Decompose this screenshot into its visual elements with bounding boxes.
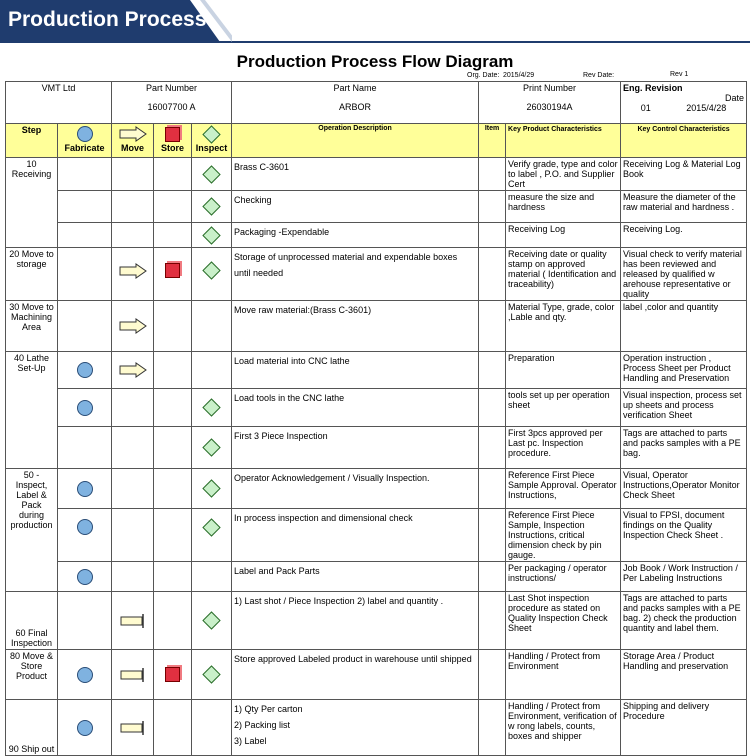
fabricate-symbol-cell [58,650,112,700]
step-cell: 50 -Inspect, Label & Pack during production [6,469,58,592]
operation-description: Label and Pack Parts [232,562,479,592]
circle-icon [77,720,93,736]
org-date-label: Org. Date: [467,72,500,79]
operation-description: 1) Qty Per carton 2) Packing list 3) Label [232,700,479,756]
step-cell: 60 Final Inspection [6,592,58,650]
process-row [6,223,747,248]
col-key-product: Key Product Characteristics [506,124,621,158]
document-title: Production Process Flow Diagram [236,52,514,71]
print-number: 26030194A [526,102,573,112]
move-symbol-cell [112,650,154,700]
key-control-characteristic: Measure the diameter of the raw material and hardness . [621,191,747,223]
key-control-characteristic: Job Book / Work Instruction / Per Labeling Instructions [621,562,747,592]
key-control-characteristic: Visual to FPSI, document findings on the Quality Inspection Check Sheet . [621,509,747,562]
inspect-symbol-cell [192,469,232,509]
inspect-symbol-cell [192,248,232,301]
inspect-symbol-cell [192,427,232,469]
key-product-characteristic: measure the size and hardness [506,191,621,223]
operation-description: Packaging -Expendable [232,223,479,248]
key-product-characteristic: Handling / Protect from Environment [506,650,621,700]
item-cell [479,592,506,650]
page-banner [0,0,750,43]
fabricate-symbol-cell [58,562,112,592]
process-row [6,509,747,562]
inspect-symbol-cell [192,223,232,248]
key-control-characteristic: Receiving Log & Material Log Book [621,158,747,191]
fabricate-symbol-cell [58,301,112,352]
key-control-characteristic: Visual inspection, process set up sheets and process verification Sheet [621,389,747,427]
fabricate-symbol-cell [58,223,112,248]
org-date: 2015/4/29 [503,72,535,79]
diamond-icon [202,518,220,536]
key-product-characteristic: Receiving Log [506,223,621,248]
key-control-characteristic: Visual, Operator Instructions,Operator Monitor Check Sheet [621,469,747,509]
eng-revision-cell [621,82,747,124]
operation-description: Store approved Labeled product in warehouse until shipped [232,650,479,700]
inspection-bar-icon [120,614,146,628]
store-symbol-cell [154,191,192,223]
fabricate-symbol-cell [58,469,112,509]
company-name: VMT Ltd [41,83,76,93]
key-control-characteristic: label ,color and quantity [621,301,747,352]
step-cell: 30 Move to Machining Area [6,301,58,352]
store-symbol-cell [154,700,192,756]
process-row [6,301,747,352]
part-name-cell [232,82,479,124]
item-cell [479,191,506,223]
col-step: Step [6,124,58,158]
process-row [6,592,747,650]
store-symbol-cell [154,389,192,427]
key-product-characteristic: Receiving date or quality stamp on approved material ( Identification and traceability) [506,248,621,301]
fabricate-symbol-cell [58,191,112,223]
store-symbol-cell [154,427,192,469]
item-cell [479,509,506,562]
key-control-characteristic: Storage Area / Product Handling and preservation [621,650,747,700]
fabricate-symbol-cell [58,158,112,191]
key-control-characteristic: Tags are attached to parts and packs samples with a PE bag. 2) check the production quantity and label them. [621,592,747,650]
operation-description: In process inspection and dimensional check [232,509,479,562]
key-product-characteristic: tools set up per operation sheet [506,389,621,427]
col-store: Store [154,124,192,158]
move-symbol-cell [112,700,154,756]
key-control-characteristic: Visual check to verify material has been reviewed and released by qualified w arehouse representative or quality [621,248,747,301]
inspect-symbol-cell [192,700,232,756]
circle-icon [77,362,93,378]
circle-icon [77,569,93,585]
fabricate-symbol-cell [58,352,112,389]
company-cell [6,82,112,124]
inspect-symbol-cell [192,509,232,562]
banner-title: Production Process [8,8,207,31]
cube-icon [165,263,180,278]
arrow-icon [119,362,147,378]
process-row [6,158,747,191]
diamond-icon [202,611,220,629]
diamond-icon [202,665,220,683]
inspect-symbol-cell [192,562,232,592]
key-product-characteristic: Per packaging / operator instructions/ [506,562,621,592]
part-number-cell [112,82,232,124]
diamond-icon [202,197,220,215]
move-symbol-cell [112,191,154,223]
operation-description: Storage of unprocessed material and expendable boxes until needed [232,248,479,301]
date-label: Date [725,93,745,103]
eng-revision: 01 [640,103,651,113]
move-symbol-cell [112,158,154,191]
diamond-icon [202,165,220,183]
inspect-symbol-cell [192,389,232,427]
operation-description: Checking [232,191,479,223]
store-symbol-cell [154,592,192,650]
print-number-cell [479,82,621,124]
part-name-label: Part Name [333,83,377,93]
diamond-icon [202,479,220,497]
inspect-symbol-cell [192,191,232,223]
inspect-symbol-cell [192,592,232,650]
move-symbol-cell [112,248,154,301]
operation-description: Load tools in the CNC lathe [232,389,479,427]
item-cell [479,301,506,352]
key-control-characteristic: Tags are attached to parts and packs samples with a PE bag. [621,427,747,469]
part-name: ARBOR [339,102,372,112]
move-symbol-cell [112,509,154,562]
diamond-icon [202,398,220,416]
operation-description: Brass C-3601 [232,158,479,191]
store-symbol-cell [154,509,192,562]
store-symbol-cell [154,301,192,352]
move-symbol-cell [112,223,154,248]
eng-revision-label: Eng. Revision [623,83,683,93]
process-row [6,427,747,469]
circle-icon [77,667,93,683]
part-number: 16007700 A [147,102,196,112]
circle-icon [77,126,93,142]
move-symbol-cell [112,389,154,427]
arrow-icon [119,263,147,279]
arrow-icon [119,318,147,334]
step-cell: 40 Lathe Set-Up [6,352,58,469]
process-row [6,191,747,223]
inspect-symbol-cell [192,158,232,191]
key-product-characteristic: Handling / Protect from Environment, verification of w rong labels, counts, boxes and shipper [506,700,621,756]
revision-date: 2015/4/28 [686,103,727,113]
key-control-characteristic: Receiving Log. [621,223,747,248]
cube-icon [165,127,180,142]
step-cell: 80 Move & Store Product [6,650,58,700]
col-inspect: Inspect [192,124,232,158]
process-row [6,650,747,700]
inspect-symbol-cell [192,301,232,352]
move-symbol-cell [112,469,154,509]
store-symbol-cell [154,352,192,389]
store-symbol-cell [154,562,192,592]
operation-description: Move raw material:(Brass C-3601) [232,301,479,352]
fabricate-symbol-cell [58,509,112,562]
circle-icon [77,481,93,497]
fabricate-symbol-cell [58,700,112,756]
move-symbol-cell [112,562,154,592]
key-product-characteristic: Verify grade, type and color to label , P.O. and Supplier Cert [506,158,621,191]
key-product-characteristic: Reference First Piece Sample Approval. Operator Instructions, [506,469,621,509]
item-cell [479,248,506,301]
item-cell [479,158,506,191]
item-cell [479,650,506,700]
fabricate-symbol-cell [58,248,112,301]
key-product-characteristic: Reference First Piece Sample, Inspection Instructions, critical dimension check by pin gauge. [506,509,621,562]
item-cell [479,562,506,592]
fabricate-symbol-cell [58,592,112,650]
store-symbol-cell [154,223,192,248]
col-operation: Operation Description [232,124,479,158]
operation-description: 1) Last shot / Piece Inspection 2) label and quantity . [232,592,479,650]
key-product-characteristic: Last Shot inspection procedure as stated on Quality Inspection Check Sheet [506,592,621,650]
key-product-characteristic: Material Type, grade, color ,Lable and qty. [506,301,621,352]
item-cell [479,427,506,469]
col-move: Move [112,124,154,158]
move-symbol-cell [112,352,154,389]
item-cell [479,389,506,427]
col-key-control: Key Control Characteristics [621,124,747,158]
key-control-characteristic: Operation instruction , Process Sheet per Product Handling and Preservation [621,352,747,389]
item-cell [479,469,506,509]
process-row [6,562,747,592]
arrow-icon [119,126,147,142]
diamond-icon [202,125,220,143]
item-cell [479,352,506,389]
diamond-icon [202,261,220,279]
circle-icon [77,519,93,535]
operation-description: Load material into CNC lathe [232,352,479,389]
process-row [6,700,747,756]
operation-description: Operator Acknowledgement / Visually Inspection. [232,469,479,509]
process-row [6,389,747,427]
key-control-characteristic: Shipping and delivery Procedure [621,700,747,756]
rev-date-label: Rev Date: [583,72,615,79]
process-row [6,469,747,509]
inspection-bar-icon [120,721,146,735]
item-cell [479,700,506,756]
diamond-icon [202,226,220,244]
store-symbol-cell [154,158,192,191]
fabricate-symbol-cell [58,389,112,427]
item-cell [479,223,506,248]
inspection-bar-icon [120,668,146,682]
store-symbol-cell [154,248,192,301]
operation-description: First 3 Piece Inspection [232,427,479,469]
step-cell: 90 Ship out [6,700,58,756]
key-product-characteristic: Preparation [506,352,621,389]
process-row [6,248,747,301]
circle-icon [77,400,93,416]
fabricate-symbol-cell [58,427,112,469]
cube-icon [165,667,180,682]
rev-label: Rev 1 [670,71,689,78]
print-number-label: Print Number [523,83,577,93]
inspect-symbol-cell [192,352,232,389]
move-symbol-cell [112,427,154,469]
process-row [6,352,747,389]
col-item: Item [479,124,506,158]
store-symbol-cell [154,469,192,509]
process-flow-table [5,81,747,756]
diamond-icon [202,438,220,456]
step-cell: 20 Move to storage [6,248,58,301]
col-fabricate: Fabricate [58,124,112,158]
step-cell: 10 Receiving [6,158,58,248]
move-symbol-cell [112,592,154,650]
store-symbol-cell [154,650,192,700]
key-product-characteristic: First 3pcs approved per Last pc. Inspection procedure. [506,427,621,469]
move-symbol-cell [112,301,154,352]
inspect-symbol-cell [192,650,232,700]
part-number-label: Part Number [146,83,198,93]
